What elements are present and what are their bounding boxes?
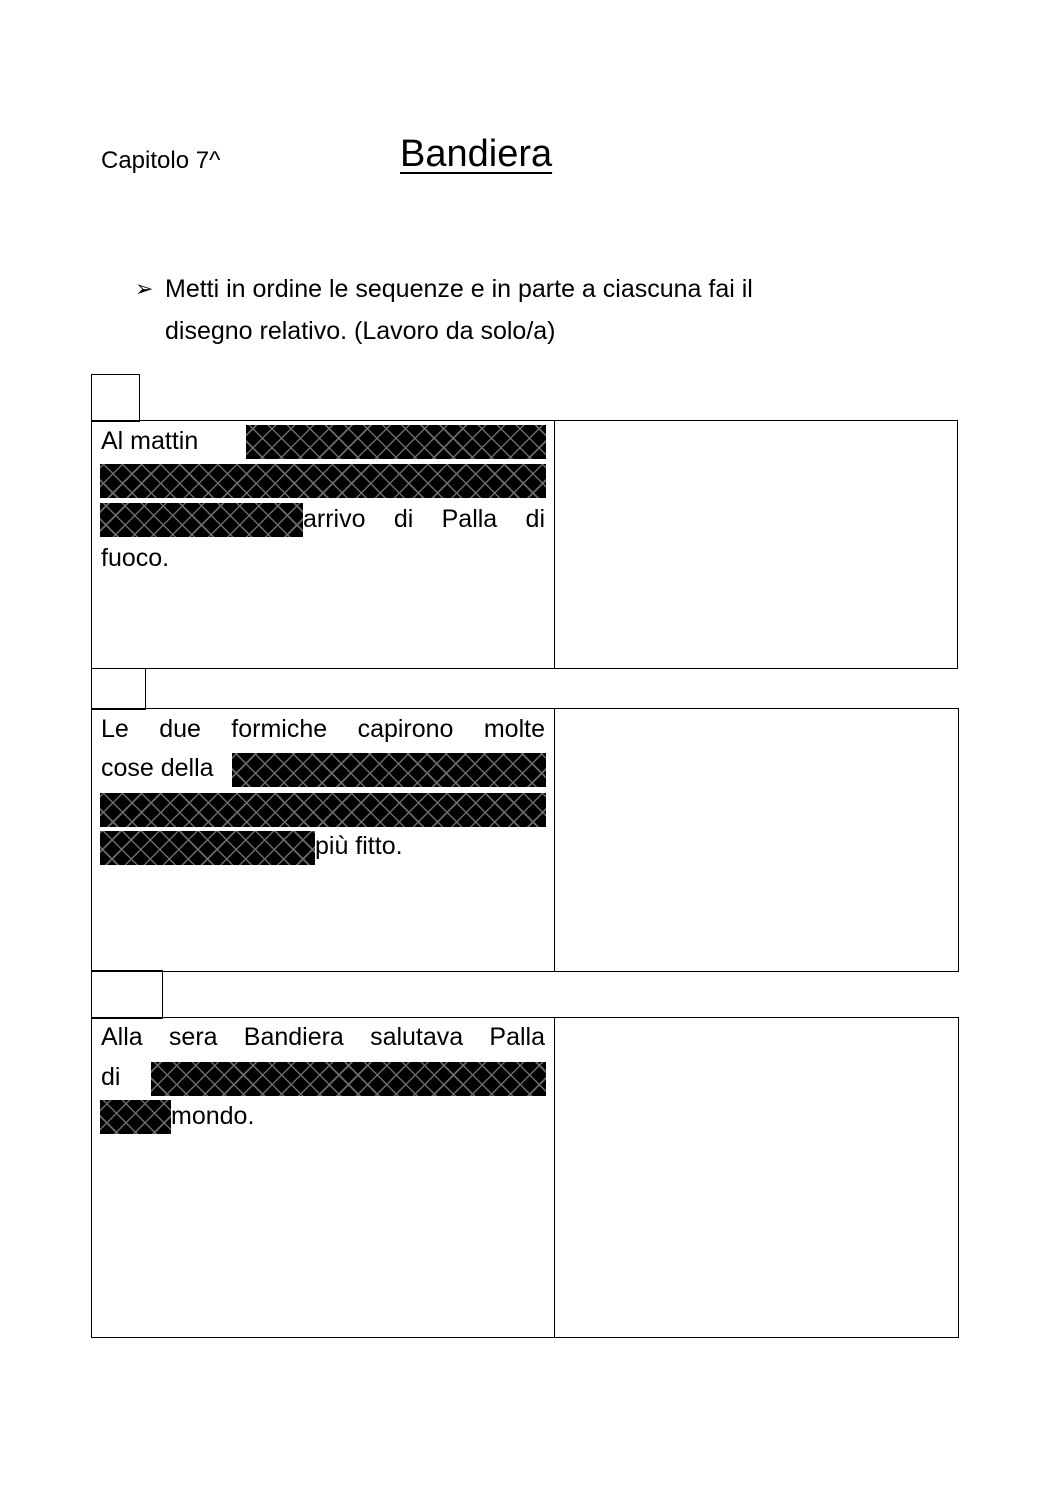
seq1-end-text: arrivo di Palla di xyxy=(303,505,545,533)
redaction xyxy=(100,503,303,537)
instruction xyxy=(135,268,895,352)
column-divider xyxy=(554,421,555,668)
seq1-end-text-2: fuoco. xyxy=(101,544,170,572)
order-number-box-2[interactable] xyxy=(91,668,146,710)
redaction xyxy=(246,425,546,459)
redaction xyxy=(100,1100,171,1134)
seq3-line-1: Alla sera Bandiera salutava Palla xyxy=(101,1023,545,1051)
instruction-line-2: disegno relativo. (Lavoro da solo/a) xyxy=(165,317,556,345)
seq3-end-text: mondo. xyxy=(171,1102,255,1130)
instruction-line-1: Metti in ordine le sequenze e in parte a ciascuna fai il xyxy=(165,275,753,303)
redaction xyxy=(100,464,546,498)
drawing-area-3[interactable] xyxy=(556,1019,957,1336)
column-divider xyxy=(554,709,555,971)
redaction xyxy=(151,1062,546,1096)
seq2-end-text: più fitto. xyxy=(315,832,403,860)
drawing-area-2[interactable] xyxy=(556,710,957,970)
seq2-line-1: Le due formiche capirono molte xyxy=(101,715,545,743)
seq3-word-start: di xyxy=(101,1063,121,1091)
bullet-arrow-icon: ➢ xyxy=(135,276,154,301)
page-title: Bandiera xyxy=(400,133,553,175)
redaction xyxy=(100,793,546,827)
order-number-box-3[interactable] xyxy=(91,970,163,1019)
chapter-label: Capitolo 7^ xyxy=(101,147,221,174)
order-number-box-1[interactable] xyxy=(91,374,140,422)
seq1-word-start: Al mattin xyxy=(101,427,199,455)
redaction xyxy=(100,831,315,865)
redaction xyxy=(232,753,546,787)
seq2-word-start: cose della xyxy=(101,754,214,782)
column-divider xyxy=(554,1018,555,1337)
drawing-area-1[interactable] xyxy=(556,422,956,667)
